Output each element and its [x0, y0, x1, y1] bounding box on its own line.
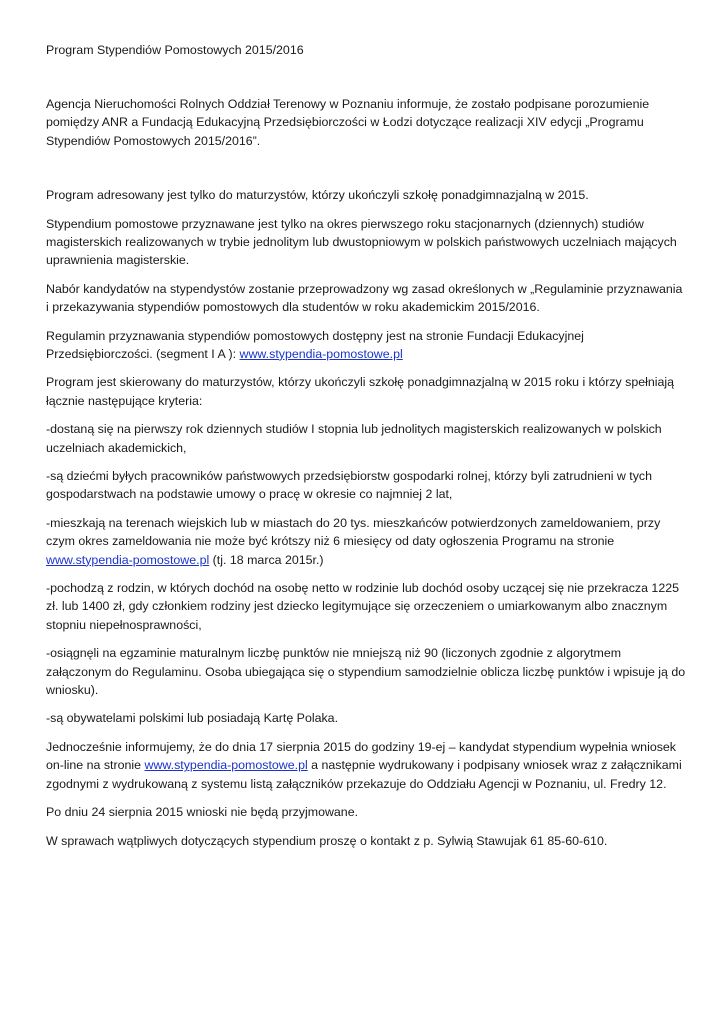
document-title: Program Stypendiów Pomostowych 2015/2016	[46, 43, 304, 57]
criterion-residence	[46, 514, 686, 569]
criterion-studies: -dostaną się na pierwszy rok dziennych studiów I stopnia lub jednolitych magisterskich realizowanych w polskich uczelniach akademickich,	[46, 422, 662, 455]
criterion-exam-points: -osiągnęli na egzaminie maturalnym liczbę punktów nie mniejszą niż 90 (liczonych zgodnie z algorytmem załączonym do Regulaminu. Osoba ubiegająca się o stypendium samodzielnie oblicza liczbę punktów i wpisuje ją do wniosku).	[46, 646, 686, 697]
application-text: Jednocześnie informujemy, że do dnia 17 sierpnia 2015 do godziny 19-ej – kandydat stypendium wypełnia wniosek on-line na stronie	[46, 740, 677, 773]
document-page	[46, 41, 686, 861]
application-text-after: a następnie wydrukowany i podpisany wniosek wraz z załącznikami zgodnymi z wydrukowaną z systemu listą załączników przekazuje do Oddziału Agencji w Poznaniu, ul. Fredry 12.	[46, 758, 682, 791]
paragraph-regulations	[46, 327, 686, 363]
paragraph-target-group: Program adresowany jest tylko do maturzystów, którzy ukończyli szkołę ponadgimnazjalną w 2015.	[46, 187, 589, 202]
paragraph-contact: W sprawach wątpliwych dotyczących stypendium proszę o kontakt z p. Sylwią Stawujak 61 85-60-610.	[46, 834, 608, 848]
criterion-income: -pochodzą z rodzin, w których dochód na osobę netto w rodzinie lub dochód osoby uczącej się nie przekracza 1225 zł. lub 1400 zł, gdy członkiem rodziny jest dziecko legitymujące się orzeczeniem o umiarkowanym albo znacznym stopniu niepełnosprawności,	[46, 581, 679, 632]
paragraph-closing-date: Po dniu 24 sierpnia 2015 wnioski nie będą przyjmowane.	[46, 805, 359, 820]
stypendia-link[interactable]: www.stypendia-pomostowe.pl	[144, 758, 308, 773]
intro-paragraph: Agencja Nieruchomości Rolnych Oddział Terenowy w Poznaniu informuje, że zostało podpisane porozumienie pomiędzy ANR a Fundacją Edukacyjną Przedsiębiorczości w Łodzi dotyczące realizacji XIV edycji „Programu Stypendiów Pomostowych 2015/2016”.	[46, 97, 650, 148]
paragraph-scholarship-period: Stypendium pomostowe przyznawane jest tylko na okres pierwszego roku stacjonarnych (dziennych) studiów magisterskich realizowanych w trybie jednolitym lub dwustopniowym w polskich państwowych uczelniach mających uprawnienia magisterskie.	[46, 216, 677, 267]
criterion-citizenship: -są obywatelami polskimi lub posiadają Kartę Polaka.	[46, 711, 339, 726]
paragraph-criteria-intro: Program jest skierowany do maturzystów, którzy ukończyli szkołę ponadgimnazjalną w 2015 roku i którzy spełniają łącznie następujące kryteria:	[46, 375, 675, 408]
paragraph-application-deadline	[46, 738, 686, 793]
residence-text: -mieszkają na terenach wiejskich lub w miastach do 20 tys. mieszkańców potwierdzonych zameldowaniem, przy czym okres zameldowania nie może być krótszy niż 6 miesięcy od daty ogłoszenia Programu na stronie	[46, 516, 661, 549]
paragraph-recruitment: Nabór kandydatów na stypendystów zostanie przeprowadzony wg zasad określonych w „Regulaminie przyznawania i przekazywania stypendiów pomostowych dla studentów w roku akademickim 2015/2016.	[46, 281, 683, 314]
regulations-text: Regulamin przyznawania stypendiów pomostowych dostępny jest na stronie Fundacji Edukacyjnej Przedsiębiorczości. (segment I A ):	[46, 328, 584, 361]
stypendia-link[interactable]: www.stypendia-pomostowe.pl	[46, 552, 210, 567]
residence-date: (tj. 18 marca 2015r.)	[209, 552, 324, 567]
stypendia-link[interactable]: www.stypendia-pomostowe.pl	[239, 346, 403, 361]
criterion-parents-employment: -są dziećmi byłych pracowników państwowych przedsiębiorstw gospodarki rolnej, którzy byli zatrudnieni w tych gospodarstwach na podstawie umowy o pracę w okresie co najmniej 2 lat,	[46, 469, 653, 502]
